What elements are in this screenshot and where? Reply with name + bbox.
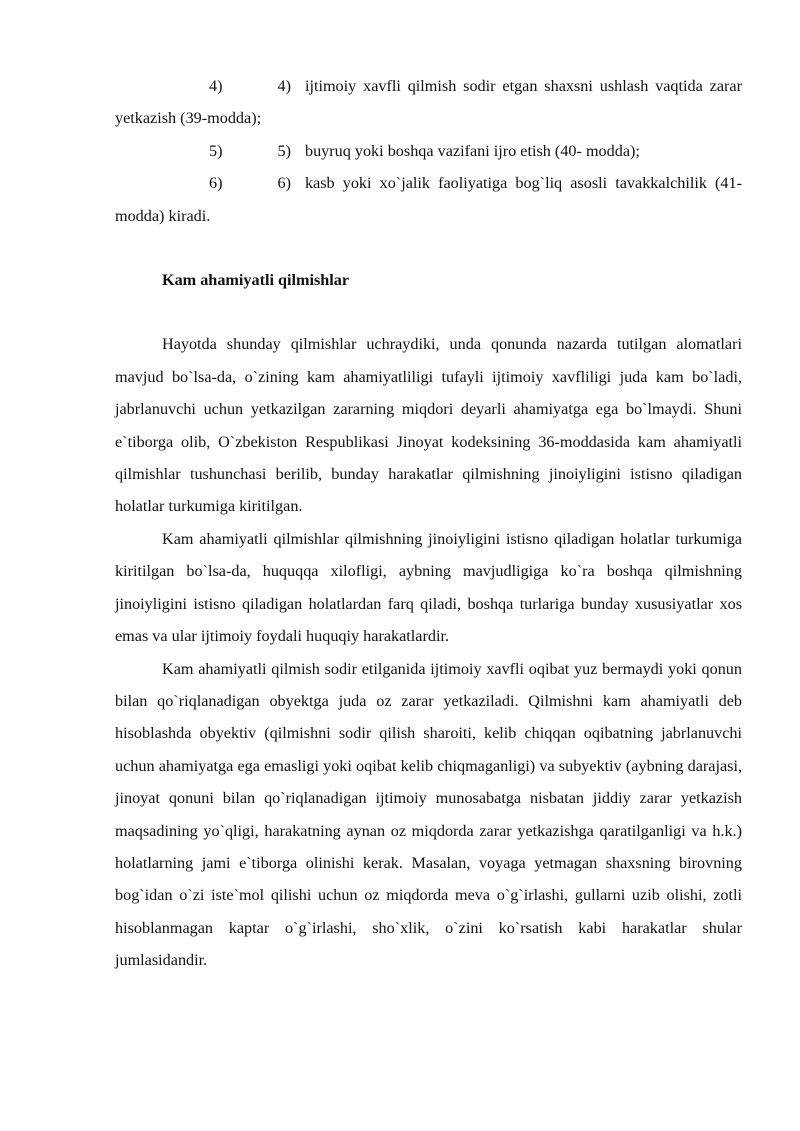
list-item <box>115 167 742 232</box>
list-number: 4) <box>209 77 223 95</box>
section-heading: Kam ahamiyatli qilmishlar <box>162 271 350 290</box>
spacer <box>115 296 742 328</box>
list-number: 6) <box>277 174 291 193</box>
list-item <box>115 135 742 167</box>
list-text: kasb yoki xo`jalik faoliyatiga bog`liq asosli tavakkalchilik (41-modda) kiradi. <box>115 174 742 225</box>
list-text: ijtimoiy xavfli qilmish sodir etgan shaxsni ushlash vaqtida zarar yetkazish (39-modda); <box>115 77 742 128</box>
list-number: 6) <box>209 174 223 193</box>
paragraph: Kam ahamiyatli qilmish sodir etilganida ijtimoiy xavfli oqibat yuz bermaydi yoki qonun bilan qo`riqlanadigan obyektga juda oz zarar yetkaziladi. Qilmishni kam ahamiyatli deb hisoblashda obyektiv (qilmishni sodir qilish sharoiti, kelib chiqqan oqibatning jabrlanuvchi uchun ahamiyatga ega emasligi yoki oqibat kelib chiqmaganligi) va subyektiv (aybning darajasi, jinoyat qonuni bilan qo`riqlanadigan ijtimoiy munosabatga nisbatan jiddiy zarar yetkazish maqsadining yo`qligi, harakatning aynan oz miqdorda zarar yetkazishga qaratilganligi va h.k.) holatlarning jami e`tiborga olinishi kerak. Masalan, voyaga yetmagan shaxsning birovning bog`idan o`zi iste`mol qilishi uchun oz miqdorda meva o`g`irlashi, gullarni uzib olishi, zotli hisoblanmagan kaptar o`g`irlashi, sho`xlik, o`zini ko`rsatish kabi harakatlar shular jumlasidandir. <box>115 659 742 970</box>
list-number: 5) <box>277 141 291 160</box>
document-page <box>115 70 742 977</box>
list-number: 4) <box>277 77 291 95</box>
paragraph: Kam ahamiyatli qilmishlar qilmishning jinoiyligini istisno qiladigan holatlar turkumiga kiritilgan bo`lsa-da, huquqqa xilofligi, aybning mavjudligiga ko`ra boshqa qilmishning jinoiyligini istisno qiladigan holatlardan farq qiladi, boshqa turlariga bunday xususiyatlar xos emas va ular ijtimoiy foydali huquqiy harakatlardir. <box>115 529 742 646</box>
list-number: 5) <box>209 141 223 160</box>
paragraph: Hayotda shunday qilmishlar uchraydiki, unda qonunda nazarda tutilgan alomatlari mavjud bo`lsa-da, o`zining kam ahamiyatliligi tufayli ijtimoiy xavfliligi juda kam bo`ladi, jabrlanuvchi uchun yetkazilgan zararning miqdori deyarli ahamiyatga ega bo`lmaydi. Shuni e`tiborga olib, O`zbekiston Respublikasi Jinoyat kodeksining 36-moddasida kam ahamiyatli qilmishlar tushunchasi berilib, bunday harakatlar qilmishning jinoiyligini istisno qiladigan holatlar turkumiga kiritilgan. <box>115 335 742 516</box>
list-text: buyruq yoki boshqa vazifani ijro etish (40- modda); <box>304 141 640 160</box>
list-item <box>115 70 742 135</box>
